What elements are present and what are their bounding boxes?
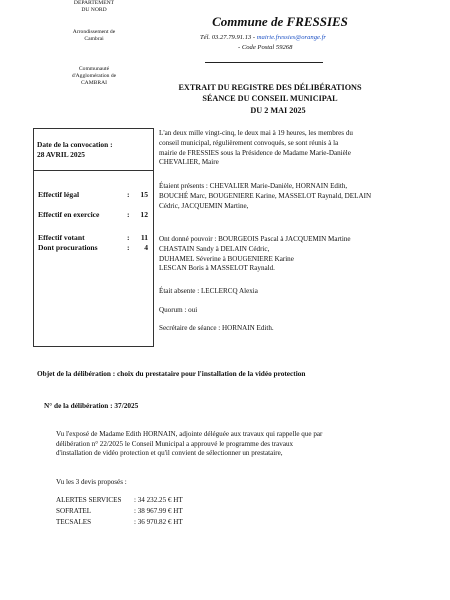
- session-intro: [159, 129, 421, 168]
- effectif-label: Effectif légal: [38, 190, 80, 199]
- expose-paragraph: [56, 430, 416, 459]
- effectif-value: 11: [140, 233, 148, 242]
- effectif-colon: :: [127, 233, 130, 242]
- session-absente: Était absente : LECLERCQ Alexia: [159, 287, 258, 295]
- text-line: CHEVALIER, Maire: [159, 158, 219, 167]
- text-line: L'an deux mille vingt-cinq, le deux mai à 19 heures, les membres du: [159, 129, 353, 137]
- text-line: Ont donné pouvoir : BOURGEOIS Pascal à JACQUEMIN Martine: [159, 235, 351, 243]
- effectif-colon: :: [127, 210, 130, 219]
- devis-amount: : 38 967.99 € HT: [134, 507, 183, 515]
- effectif-colon: :: [127, 243, 130, 252]
- departement-block: [44, 0, 144, 14]
- header-divider: [205, 62, 323, 63]
- devis-provider: ALERTES SERVICES: [56, 496, 122, 504]
- session-presents: [159, 182, 421, 211]
- text-line: BOUCHÉ Marc, BOUGENIERE Karine, MASSELOT Raynald, DELAIN: [159, 191, 372, 200]
- arrondissement-line: Arrondissement de: [72, 29, 116, 35]
- convocation-label: Date de la convocation :: [37, 140, 113, 149]
- deliberation-object: Objet de la délibération : choix du prestataire pour l'installation de la vidéo protection: [37, 369, 306, 378]
- devis-intro: Vu les 3 devis proposés :: [56, 478, 127, 486]
- text-line: Cédric, JACQUEMIN Martine,: [159, 201, 249, 210]
- commune-title: Commune de FRESSIES: [212, 14, 348, 29]
- effectif-colon: :: [127, 190, 130, 199]
- text-line: conseil municipal, régulièrement convoqués, se sont réunis à la: [159, 138, 339, 147]
- departement-line: DEPARTEMENT: [73, 0, 115, 6]
- effectif-value: 4: [144, 243, 148, 252]
- document-title-line1: EXTRAIT DU REGISTRE DES DÉLIBÉRATIONS: [178, 83, 362, 92]
- departement-line: DU NORD: [81, 7, 107, 14]
- email-link[interactable]: mairie.fressies@orange.fr: [256, 34, 326, 41]
- session-pouvoirs: [159, 235, 421, 274]
- arrondissement-block: [44, 29, 144, 43]
- document-title-line2: SÉANCE DU CONSEIL MUNICIPAL: [202, 94, 338, 103]
- postal-code: - Code Postal 59268: [238, 44, 293, 51]
- session-quorum: Quorum : oui: [159, 306, 198, 314]
- effectif-value: 12: [140, 210, 148, 219]
- text-line: DUHAMEL Séverine à BOUGENIERE Karine: [159, 254, 294, 263]
- contact-line: [200, 34, 326, 41]
- devis-amount: : 36 970.82 € HT: [134, 518, 183, 526]
- phone-number: Tél. 03.27.79.91.13 -: [200, 34, 256, 41]
- deliberation-number: N° de la délibération : 37/2025: [44, 401, 139, 410]
- devis-provider: TECSALES: [56, 518, 92, 526]
- communaute-line: d'Agglomération de: [71, 73, 117, 80]
- devis-provider: SOFRATEL: [56, 507, 92, 515]
- document-title-line3: DU 2 MAI 2025: [250, 106, 306, 115]
- text-line: CHASTAIN Sandy à DELAIN Cédric,: [159, 244, 270, 253]
- effectif-label: Dont procurations: [38, 243, 98, 252]
- session-secretaire: Secrétaire de séance : HORNAIN Edith.: [159, 324, 274, 332]
- devis-amount: : 34 232.25 € HT: [134, 496, 183, 504]
- communaute-line: CAMBRAI: [80, 80, 108, 87]
- text-line: mairie de FRESSIES sous la Présidence de Madame Marie-Danièle: [159, 148, 351, 157]
- summary-box-divider: [33, 170, 154, 171]
- text-line: Étaient présents : CHEVALIER Marie-Danièle, HORNAIN Edith,: [159, 182, 348, 190]
- effectif-label: Effectif votant: [38, 233, 85, 242]
- arrondissement-line: Cambrai: [84, 36, 104, 43]
- text-line: LESCAN Boris à MASSELOT Raynald.: [159, 264, 275, 273]
- text-line: délibération n° 22/2025 le Conseil Municipal a approuvé le programme des travaux: [56, 439, 294, 448]
- text-line: Vu l'exposé de Madame Edith HORNAIN, adjointe déléguée aux travaux qui rappelle que par: [56, 430, 323, 438]
- effectif-label: Effectif en exercice: [38, 210, 100, 219]
- convocation-date: 28 AVRIL 2025: [37, 150, 85, 159]
- communaute-line: Communauté: [78, 66, 110, 72]
- text-line: d'installation de vidéo protection et qu'il convient de sélectionner un prestataire,: [56, 449, 283, 458]
- effectif-value: 15: [140, 190, 148, 199]
